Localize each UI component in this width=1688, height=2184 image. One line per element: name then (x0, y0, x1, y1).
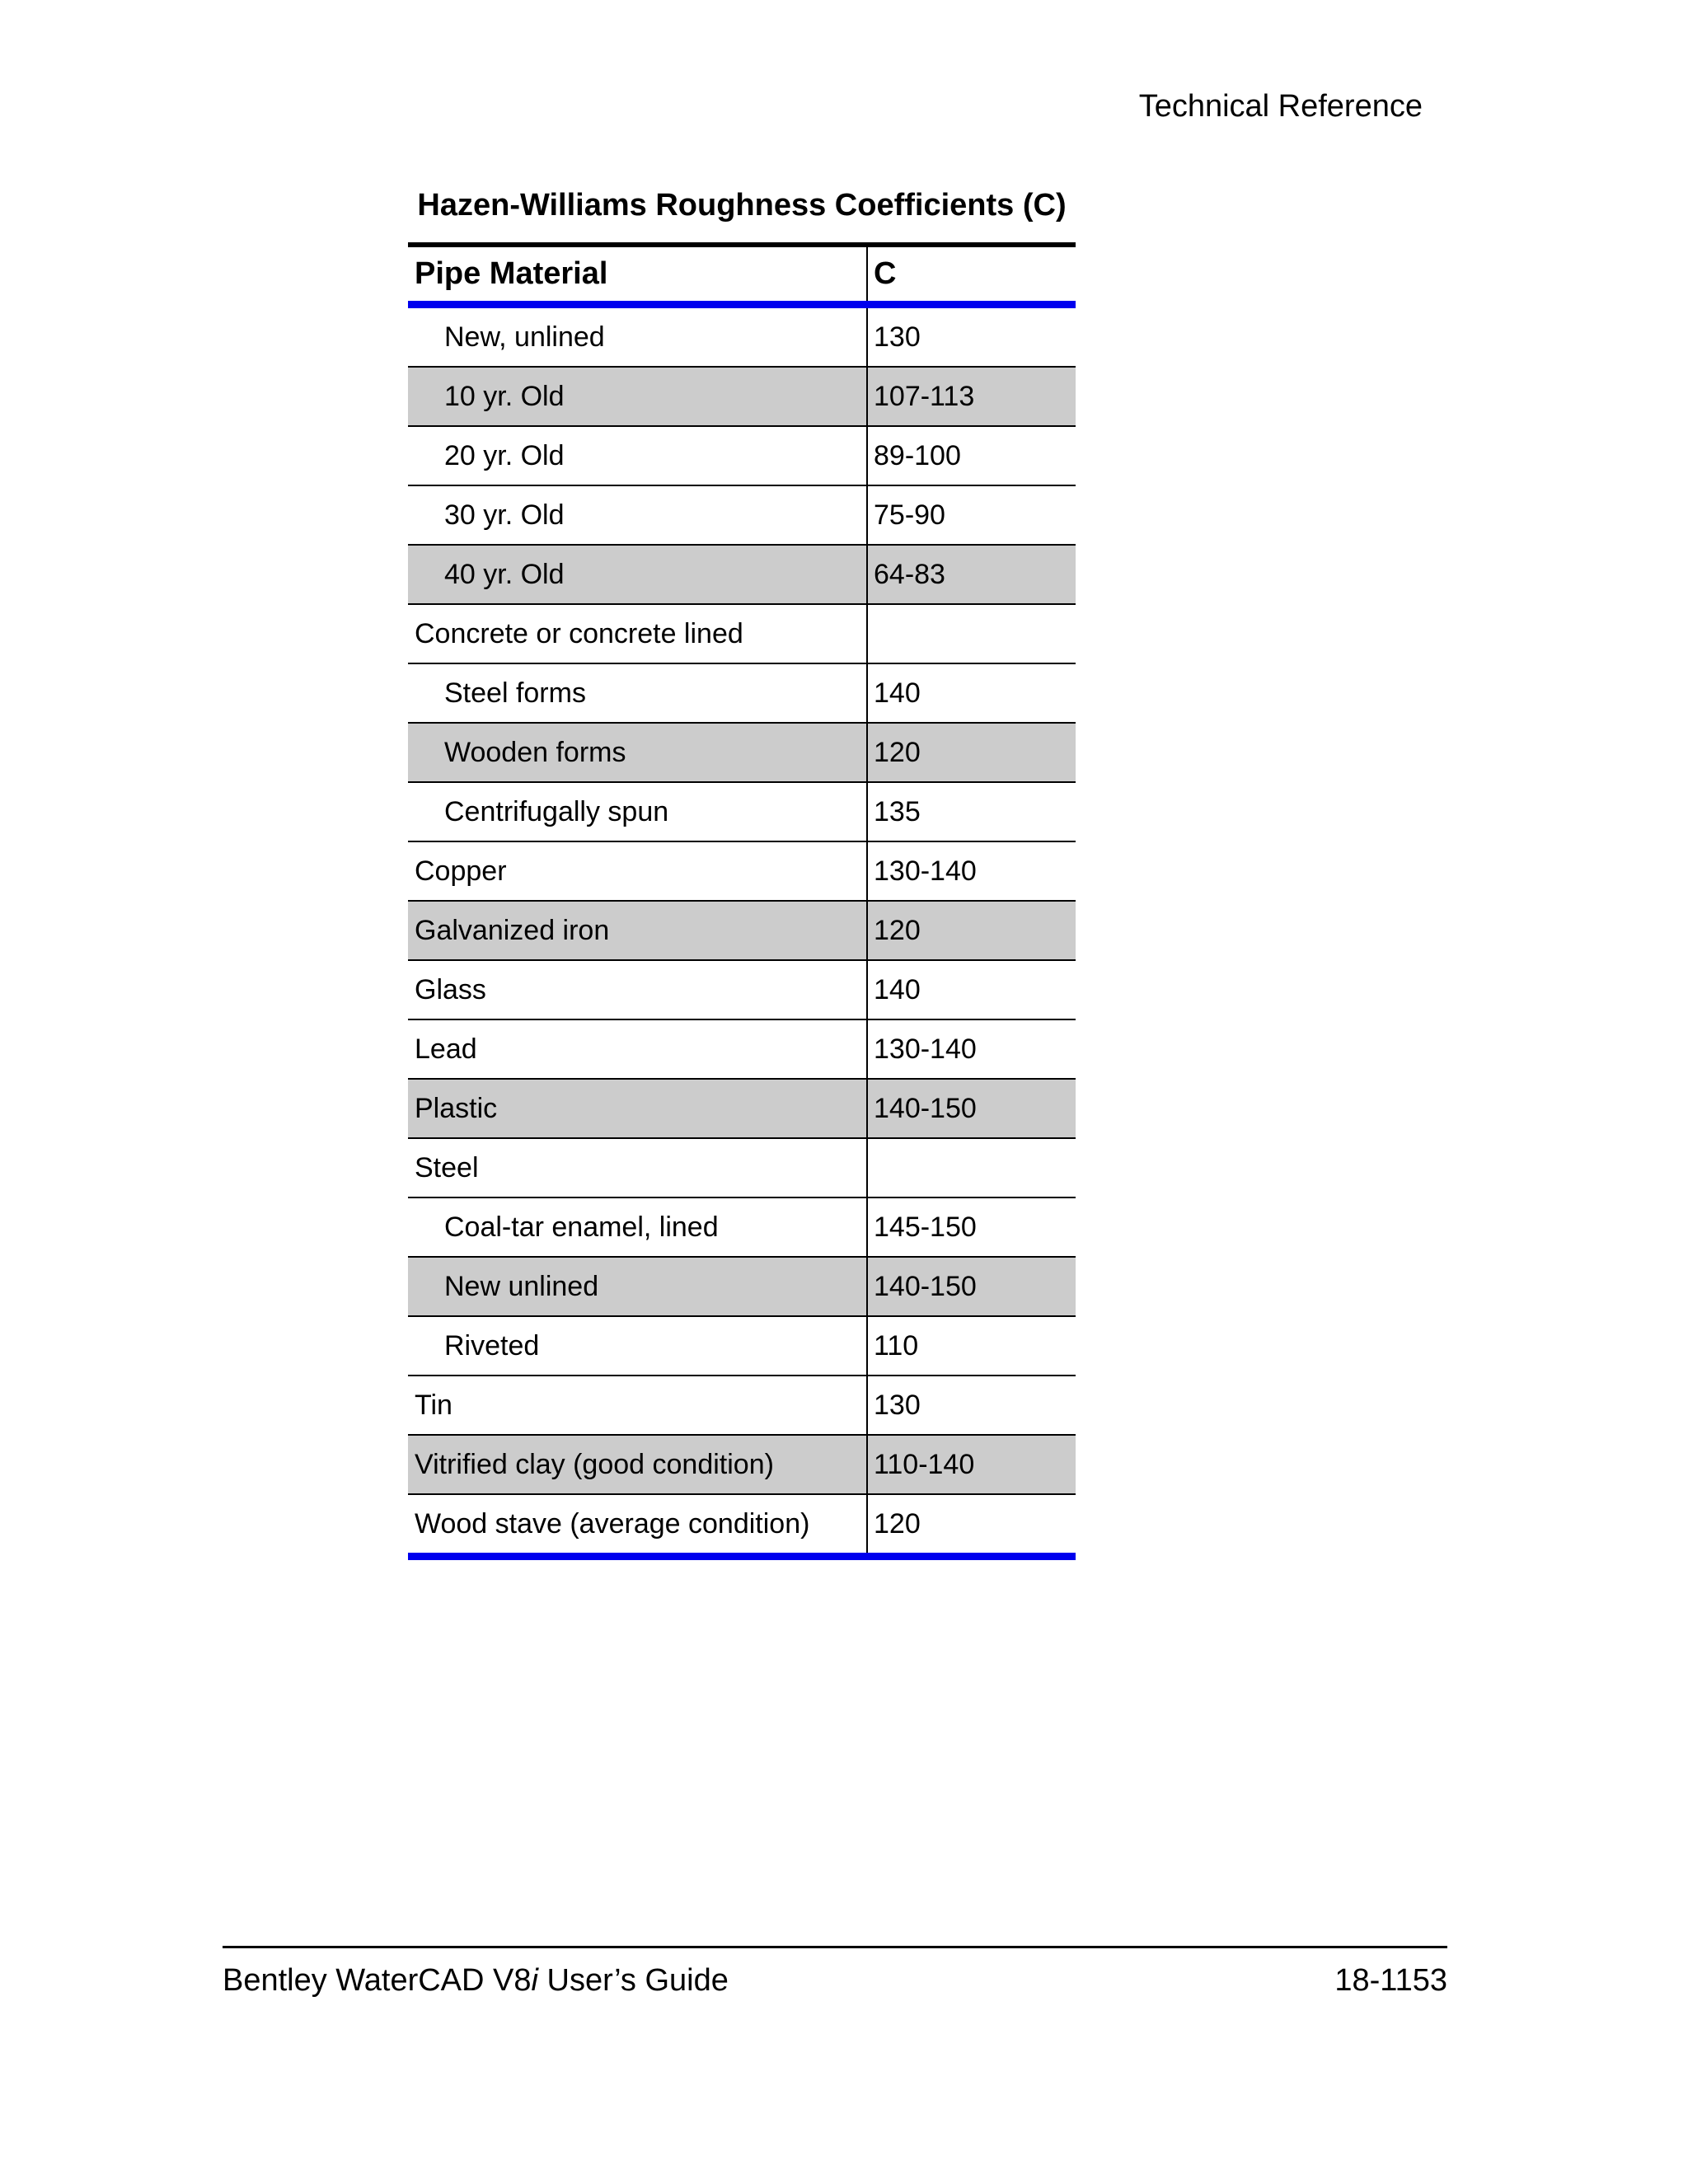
c-value-cell: 145-150 (874, 1211, 977, 1243)
c-value-cell: 110-140 (874, 1448, 975, 1480)
c-value-cell: 140 (874, 677, 921, 709)
table-body (408, 308, 1076, 1560)
table-row (408, 1080, 1076, 1139)
table-row (408, 783, 1076, 842)
roughness-table (408, 242, 1076, 1560)
pipe-material-cell: New, unlined (408, 308, 868, 366)
pipe-material-cell: Copper (408, 842, 868, 900)
footer-page-number: 18-1153 (1334, 1963, 1447, 1998)
table-row (408, 1020, 1076, 1080)
c-value-cell: 120 (874, 1507, 921, 1540)
table-row (408, 546, 1076, 605)
table-row (408, 902, 1076, 961)
c-value-cell (868, 1139, 1076, 1197)
c-value-cell: 135 (874, 795, 921, 827)
c-value-cell: 140 (874, 973, 921, 1005)
table-row (408, 1495, 1076, 1560)
c-value-cell: 107-113 (874, 380, 975, 412)
footer-guide-prefix: Bentley WaterCAD V8 (223, 1963, 532, 1998)
pipe-material-cell: New unlined (408, 1258, 868, 1315)
footer-guide-suffix: User’s Guide (537, 1963, 729, 1998)
column-header-c: C (874, 256, 897, 291)
table-row (408, 486, 1076, 546)
table-row (408, 1436, 1076, 1495)
table-row (408, 1198, 1076, 1258)
pipe-material-cell: Wood stave (average condition) (408, 1495, 868, 1553)
table-row (408, 664, 1076, 724)
c-value-cell: 75-90 (874, 499, 945, 531)
pipe-material-cell: Tin (408, 1376, 868, 1434)
c-value-cell: 130-140 (874, 855, 977, 887)
pipe-material-cell: 20 yr. Old (408, 427, 868, 485)
table-row (408, 308, 1076, 368)
c-value-cell: 64-83 (874, 558, 945, 590)
pipe-material-cell: Lead (408, 1020, 868, 1078)
footer-guide-title (223, 1963, 729, 1999)
c-value-cell: 130 (874, 1389, 921, 1421)
c-value-cell: 89-100 (874, 439, 961, 471)
table-row (408, 842, 1076, 902)
pipe-material-cell: Coal-tar enamel, lined (408, 1198, 868, 1256)
c-value-cell: 140-150 (874, 1092, 977, 1124)
table-row (408, 724, 1076, 783)
table-row (408, 427, 1076, 486)
c-value-cell: 130 (874, 321, 921, 353)
pipe-material-cell: 10 yr. Old (408, 368, 868, 425)
pipe-material-cell: 30 yr. Old (408, 486, 868, 544)
table-header-row (408, 247, 1076, 308)
c-value-cell: 130-140 (874, 1033, 977, 1065)
c-value-cell: 110 (874, 1329, 919, 1361)
pipe-material-cell: Wooden forms (408, 724, 868, 781)
footer-rule (223, 1946, 1447, 1948)
pipe-material-cell: Galvanized iron (408, 902, 868, 959)
c-value-cell: 120 (874, 736, 921, 768)
pipe-material-cell: Steel forms (408, 664, 868, 722)
pipe-material-cell: Riveted (408, 1317, 868, 1375)
table-row (408, 368, 1076, 427)
c-value-cell: 120 (874, 914, 921, 946)
table-row (408, 961, 1076, 1020)
table-title: Hazen-Williams Roughness Coefficients (C) (417, 188, 1067, 223)
pipe-material-cell: Glass (408, 961, 868, 1019)
pipe-material-cell: Centrifugally spun (408, 783, 868, 841)
table-row (408, 605, 1076, 664)
c-value-cell (868, 605, 1076, 663)
table-row (408, 1139, 1076, 1198)
table-row (408, 1258, 1076, 1317)
table-row (408, 1376, 1076, 1436)
pipe-material-cell: Plastic (408, 1080, 868, 1137)
pipe-material-cell: Steel (408, 1139, 868, 1197)
table-row (408, 1317, 1076, 1376)
footer-guide-italic: i (531, 1963, 538, 1998)
pipe-material-cell: Concrete or concrete lined (408, 605, 868, 663)
pipe-material-cell: 40 yr. Old (408, 546, 868, 603)
page-header-section: Technical Reference (1138, 89, 1423, 124)
column-header-pipe-material: Pipe Material (408, 247, 868, 301)
c-value-cell: 140-150 (874, 1270, 977, 1302)
pipe-material-cell: Vitrified clay (good condition) (408, 1436, 868, 1493)
